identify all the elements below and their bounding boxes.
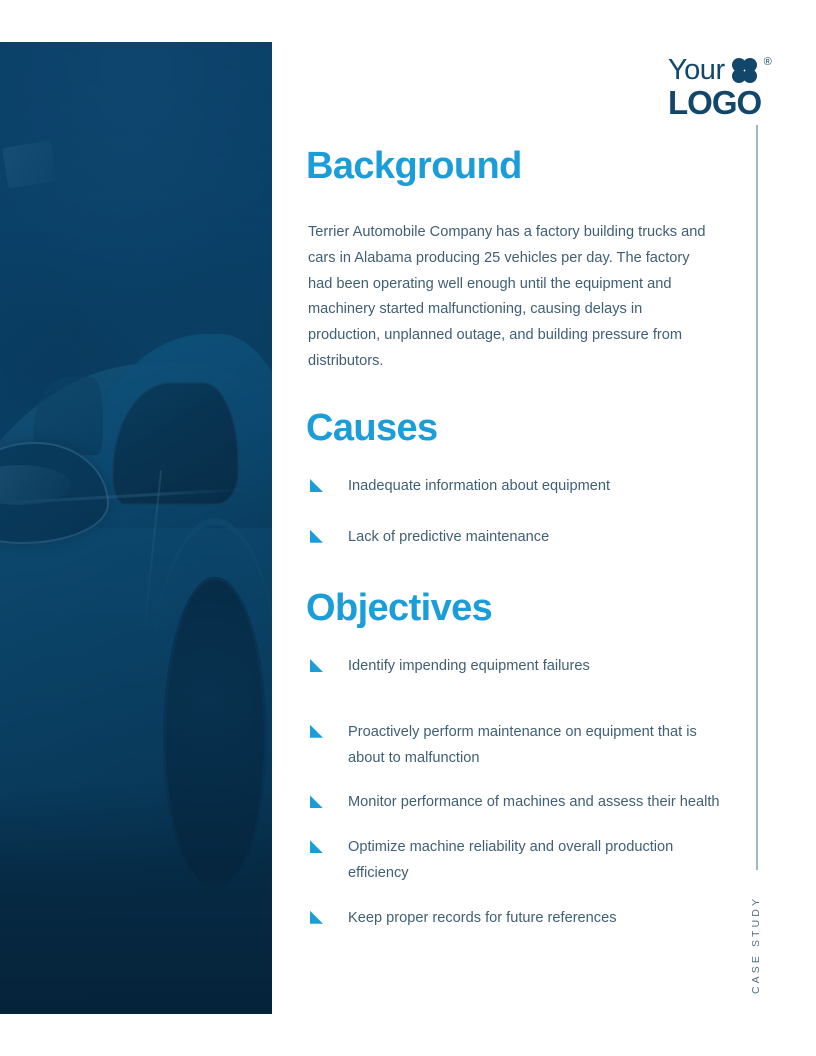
triangle-bullet-icon [310,659,323,672]
list-item-label: Optimize machine reliability and overall production efficiency [348,839,674,881]
brand-logo [668,56,790,119]
vertical-divider-rule [756,125,758,870]
hero-duotone-overlay-secondary [0,42,272,1014]
list-item [306,835,726,887]
list-item-label: Lack of predictive maintenance [348,528,550,545]
case-study-side-label [744,885,768,1005]
section-title-causes: Causes [306,407,438,449]
triangle-bullet-icon [310,530,323,543]
logo-top-row [668,56,790,85]
section-title-objectives: Objectives [306,587,493,629]
triangle-bullet-icon [310,725,323,738]
registered-trademark-icon: ® [763,56,772,68]
background-paragraph: Terrier Automobile Company has a factory building trucks and cars in Alabama producing 25 vehicles per day. The factory had been operating well enough until the equipment and machinery started malfunctioning, causing delays in production, unplanned outage, and building pressure from distributors. [308,224,706,369]
list-item [306,906,726,932]
list-item-label: Proactively perform maintenance on equipment that is about to malfunction [348,723,697,766]
list-item [306,525,726,551]
triangle-bullet-icon [310,911,323,924]
four-circle-clover-icon [732,58,757,83]
triangle-bullet-icon [310,795,323,808]
list-item [306,474,726,500]
triangle-bullet-icon [310,479,323,492]
list-item-label: Keep proper records for future references [348,909,617,926]
list-item [306,790,726,816]
list-item [306,654,726,680]
list-item-label: Identify impending equipment failures [348,658,590,674]
logo-your-text: Your [668,54,725,86]
list-item-label: Monitor performance of machines and assess their health [348,794,720,811]
triangle-bullet-icon [310,840,323,853]
objectives-list [306,654,726,951]
list-item [306,720,726,772]
case-study-side-label-text: CASE STUDY [750,895,763,995]
logo-logo-text: LOGO [668,84,762,121]
list-item-label: Inadequate information about equipment [348,478,611,494]
hero-image-panel [0,42,272,1014]
section-title-background: Background [306,145,522,187]
causes-list [306,474,726,576]
